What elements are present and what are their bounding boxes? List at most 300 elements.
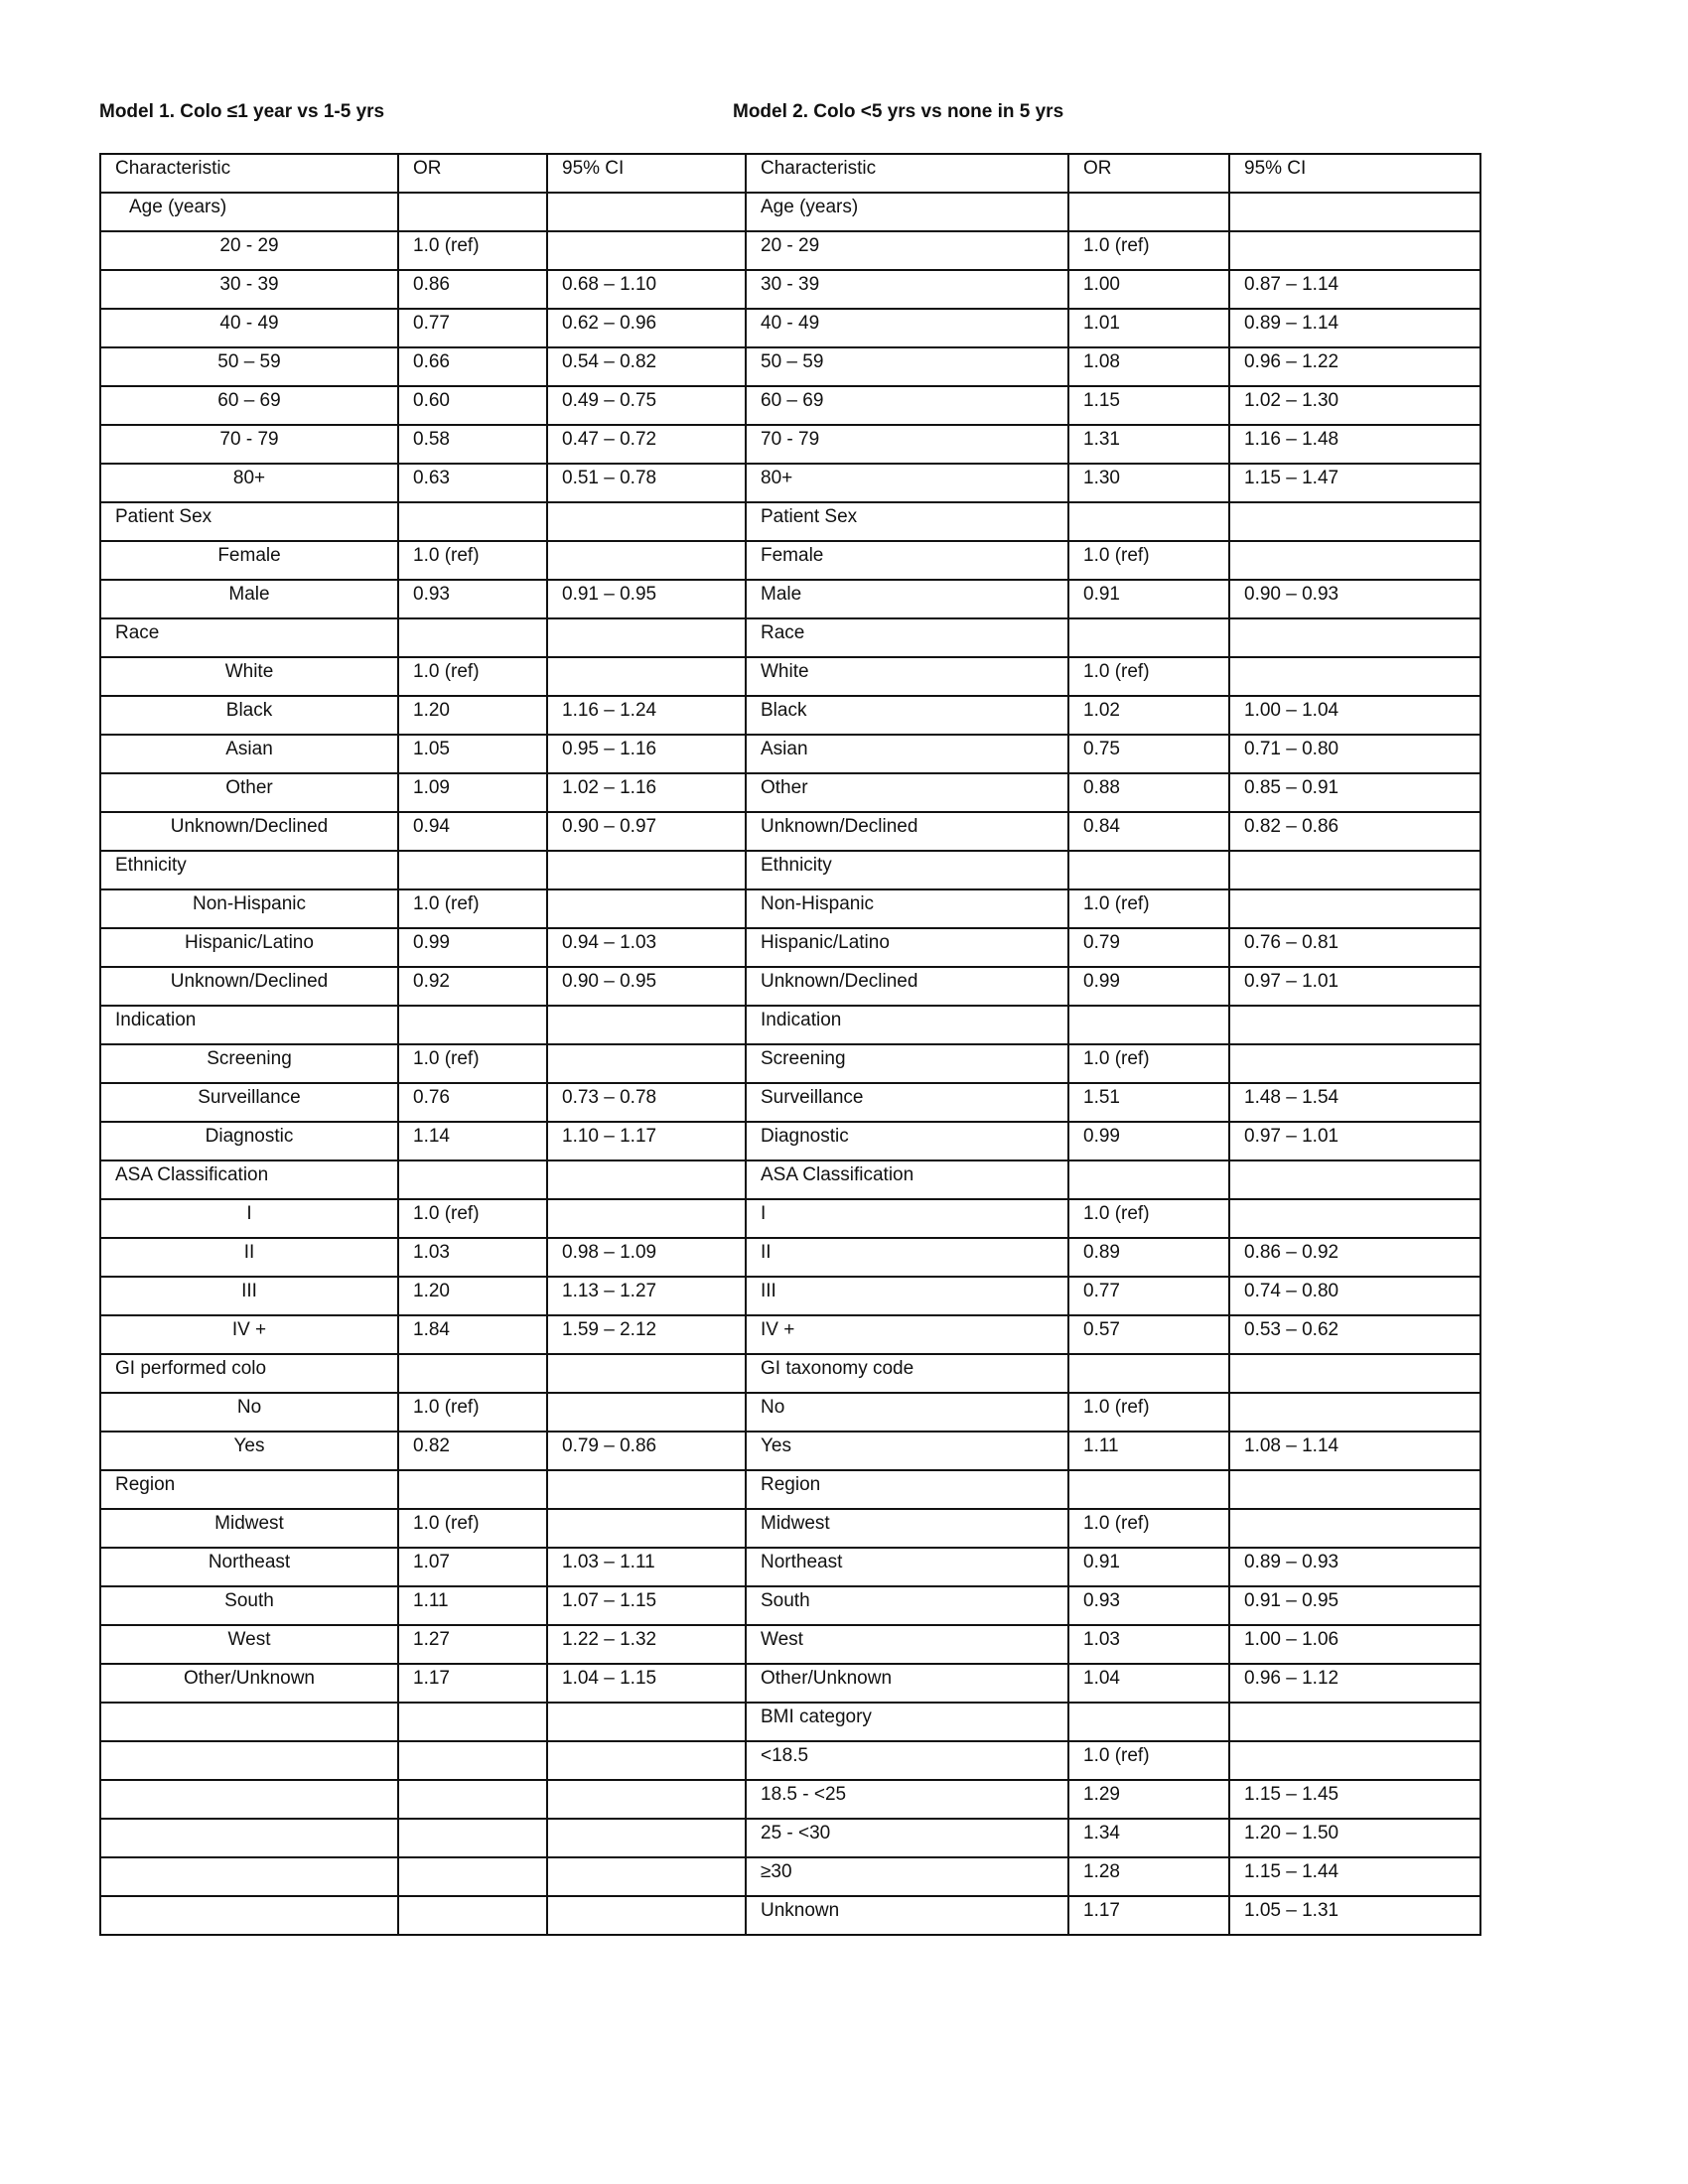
model2-ci-cell: 0.97 – 1.01	[1229, 1122, 1480, 1160]
model1-ci-cell	[547, 1857, 746, 1896]
model1-ci-cell: 0.73 – 0.78	[547, 1083, 746, 1122]
model1-or-cell: 0.77	[398, 309, 547, 347]
model2-characteristic-cell: Other/Unknown	[746, 1664, 1068, 1703]
model2-characteristic-cell: 25 - <30	[746, 1819, 1068, 1857]
model1-or-cell	[398, 1470, 547, 1509]
model2-or-cell	[1068, 1703, 1229, 1741]
model2-characteristic-cell: II	[746, 1238, 1068, 1277]
model1-ci-cell: 0.94 – 1.03	[547, 928, 746, 967]
model1-characteristic-cell: Midwest	[100, 1509, 398, 1548]
table-row	[100, 1044, 1480, 1083]
model2-or-cell	[1068, 1354, 1229, 1393]
model1-characteristic-cell: 80+	[100, 464, 398, 502]
model2-characteristic-cell: Asian	[746, 735, 1068, 773]
model1-or-cell: 0.66	[398, 347, 547, 386]
model2-ci-cell: 1.00 – 1.06	[1229, 1625, 1480, 1664]
model1-or-cell: 1.0 (ref)	[398, 1199, 547, 1238]
model2-characteristic-cell: 50 – 59	[746, 347, 1068, 386]
model1-characteristic-cell: Yes	[100, 1432, 398, 1470]
model2-ci-cell: 0.90 – 0.93	[1229, 580, 1480, 618]
model2-characteristic-cell: Other	[746, 773, 1068, 812]
model1-characteristic-cell: 70 - 79	[100, 425, 398, 464]
model2-or-cell: 0.99	[1068, 967, 1229, 1006]
model1-ci-cell: 0.95 – 1.16	[547, 735, 746, 773]
model1-characteristic-cell: Non-Hispanic	[100, 889, 398, 928]
model1-ci-cell: 0.90 – 0.95	[547, 967, 746, 1006]
model1-or-cell	[398, 1006, 547, 1044]
model1-characteristic-cell: West	[100, 1625, 398, 1664]
table-row	[100, 1896, 1480, 1935]
model2-or-cell: 1.34	[1068, 1819, 1229, 1857]
model1-characteristic-cell: Hispanic/Latino	[100, 928, 398, 967]
model1-or-cell: 0.82	[398, 1432, 547, 1470]
model2-or-cell: 0.88	[1068, 773, 1229, 812]
model1-or-cell	[398, 1819, 547, 1857]
model1-ci-cell: 1.03 – 1.11	[547, 1548, 746, 1586]
model2-characteristic-cell: GI taxonomy code	[746, 1354, 1068, 1393]
model2-or-cell: 0.75	[1068, 735, 1229, 773]
model2-ci-cell: 0.86 – 0.92	[1229, 1238, 1480, 1277]
table-row	[100, 502, 1480, 541]
model2-characteristic-cell: Unknown/Declined	[746, 967, 1068, 1006]
table-row	[100, 967, 1480, 1006]
table-row	[100, 1509, 1480, 1548]
model1-header-or: OR	[398, 154, 547, 193]
table-row	[100, 1354, 1480, 1393]
model2-ci-cell	[1229, 1160, 1480, 1199]
model2-or-cell: 1.30	[1068, 464, 1229, 502]
model1-ci-cell	[547, 851, 746, 889]
model2-ci-cell	[1229, 1393, 1480, 1432]
model1-or-cell: 0.60	[398, 386, 547, 425]
table-row	[100, 1586, 1480, 1625]
model2-or-cell: 1.31	[1068, 425, 1229, 464]
model2-or-cell: 0.99	[1068, 1122, 1229, 1160]
model2-or-cell	[1068, 193, 1229, 231]
model1-or-cell	[398, 618, 547, 657]
model2-ci-cell: 1.20 – 1.50	[1229, 1819, 1480, 1857]
model1-ci-cell	[547, 1393, 746, 1432]
model1-characteristic-cell: Surveillance	[100, 1083, 398, 1122]
model2-characteristic-cell: West	[746, 1625, 1068, 1664]
model1-or-cell: 0.93	[398, 580, 547, 618]
model1-ci-cell: 0.91 – 0.95	[547, 580, 746, 618]
model1-characteristic-cell: I	[100, 1199, 398, 1238]
table-row	[100, 1703, 1480, 1741]
model2-or-cell: 0.79	[1068, 928, 1229, 967]
model1-characteristic-cell: Asian	[100, 735, 398, 773]
model2-ci-cell	[1229, 1354, 1480, 1393]
model1-or-cell	[398, 502, 547, 541]
model2-ci-cell	[1229, 1199, 1480, 1238]
model2-ci-cell: 0.96 – 1.22	[1229, 347, 1480, 386]
model1-characteristic-cell: 60 – 69	[100, 386, 398, 425]
model2-ci-cell: 0.96 – 1.12	[1229, 1664, 1480, 1703]
model1-title: Model 1. Colo ≤1 year vs 1-5 yrs	[99, 101, 385, 122]
model2-characteristic-cell: 60 – 69	[746, 386, 1068, 425]
model2-or-cell: 1.17	[1068, 1896, 1229, 1935]
model1-ci-cell: 0.49 – 0.75	[547, 386, 746, 425]
model1-ci-cell	[547, 889, 746, 928]
model2-header-characteristic: Characteristic	[746, 154, 1068, 193]
model2-or-cell: 1.0 (ref)	[1068, 231, 1229, 270]
model1-or-cell	[398, 1703, 547, 1741]
model2-characteristic-cell: Unknown	[746, 1896, 1068, 1935]
table-row	[100, 773, 1480, 812]
model1-ci-cell: 1.04 – 1.15	[547, 1664, 746, 1703]
model2-title: Model 2. Colo <5 yrs vs none in 5 yrs	[733, 101, 1064, 122]
model1-or-cell: 1.09	[398, 773, 547, 812]
model1-ci-cell: 1.59 – 2.12	[547, 1315, 746, 1354]
model1-ci-cell: 0.47 – 0.72	[547, 425, 746, 464]
model2-or-cell	[1068, 1470, 1229, 1509]
table-row	[100, 541, 1480, 580]
table-row	[100, 1006, 1480, 1044]
model2-or-cell: 1.0 (ref)	[1068, 541, 1229, 580]
table-row	[100, 851, 1480, 889]
model2-or-cell: 0.91	[1068, 580, 1229, 618]
model1-characteristic-cell	[100, 1857, 398, 1896]
model2-ci-cell	[1229, 1470, 1480, 1509]
model1-ci-cell	[547, 1509, 746, 1548]
model2-header-ci: 95% CI	[1229, 154, 1480, 193]
model1-characteristic-cell: Northeast	[100, 1548, 398, 1586]
model1-characteristic-cell: GI performed colo	[100, 1354, 398, 1393]
table-row	[100, 1122, 1480, 1160]
model1-characteristic-cell: Other/Unknown	[100, 1664, 398, 1703]
model2-or-cell: 0.89	[1068, 1238, 1229, 1277]
table-row	[100, 1470, 1480, 1509]
model1-characteristic-cell: 30 - 39	[100, 270, 398, 309]
model2-characteristic-cell: Race	[746, 618, 1068, 657]
model2-ci-cell: 1.05 – 1.31	[1229, 1896, 1480, 1935]
model2-or-cell: 1.11	[1068, 1432, 1229, 1470]
model1-ci-cell	[547, 657, 746, 696]
model2-or-cell: 1.00	[1068, 270, 1229, 309]
model1-or-cell: 0.94	[398, 812, 547, 851]
model2-ci-cell: 1.02 – 1.30	[1229, 386, 1480, 425]
model1-or-cell: 1.14	[398, 1122, 547, 1160]
model2-characteristic-cell: White	[746, 657, 1068, 696]
model1-ci-cell: 1.02 – 1.16	[547, 773, 746, 812]
model2-characteristic-cell: <18.5	[746, 1741, 1068, 1780]
model2-ci-cell	[1229, 1006, 1480, 1044]
model1-ci-cell: 0.51 – 0.78	[547, 464, 746, 502]
model2-or-cell: 0.84	[1068, 812, 1229, 851]
model1-characteristic-cell: Race	[100, 618, 398, 657]
model1-or-cell: 1.20	[398, 1277, 547, 1315]
model2-or-cell: 1.04	[1068, 1664, 1229, 1703]
model1-ci-cell	[547, 1006, 746, 1044]
model1-characteristic-cell: 20 - 29	[100, 231, 398, 270]
table-row	[100, 812, 1480, 851]
model1-ci-cell	[547, 541, 746, 580]
model1-ci-cell	[547, 502, 746, 541]
table-row	[100, 1277, 1480, 1315]
model1-ci-cell	[547, 193, 746, 231]
model2-characteristic-cell: III	[746, 1277, 1068, 1315]
model1-ci-cell: 1.22 – 1.32	[547, 1625, 746, 1664]
model1-ci-cell	[547, 1160, 746, 1199]
model1-or-cell	[398, 1741, 547, 1780]
model2-characteristic-cell: IV +	[746, 1315, 1068, 1354]
model1-or-cell: 1.27	[398, 1625, 547, 1664]
model1-characteristic-cell	[100, 1819, 398, 1857]
model2-characteristic-cell: Non-Hispanic	[746, 889, 1068, 928]
model1-or-cell	[398, 1780, 547, 1819]
model2-or-cell: 0.93	[1068, 1586, 1229, 1625]
model2-characteristic-cell: Patient Sex	[746, 502, 1068, 541]
model1-characteristic-cell: Indication	[100, 1006, 398, 1044]
table-row	[100, 347, 1480, 386]
model1-characteristic-cell: 50 – 59	[100, 347, 398, 386]
model2-header-or: OR	[1068, 154, 1229, 193]
model1-or-cell	[398, 851, 547, 889]
table-row	[100, 464, 1480, 502]
model1-or-cell	[398, 193, 547, 231]
table-row	[100, 425, 1480, 464]
model1-characteristic-cell: No	[100, 1393, 398, 1432]
model2-characteristic-cell: 80+	[746, 464, 1068, 502]
table-row	[100, 386, 1480, 425]
model2-characteristic-cell: Unknown/Declined	[746, 812, 1068, 851]
table-row	[100, 309, 1480, 347]
model2-characteristic-cell: Midwest	[746, 1509, 1068, 1548]
model2-characteristic-cell: ≥30	[746, 1857, 1068, 1896]
model1-or-cell	[398, 1354, 547, 1393]
model2-ci-cell	[1229, 889, 1480, 928]
model1-or-cell: 1.17	[398, 1664, 547, 1703]
model2-characteristic-cell: Hispanic/Latino	[746, 928, 1068, 967]
model1-ci-cell: 0.98 – 1.09	[547, 1238, 746, 1277]
model2-or-cell: 0.77	[1068, 1277, 1229, 1315]
model2-characteristic-cell: Region	[746, 1470, 1068, 1509]
model2-characteristic-cell: Diagnostic	[746, 1122, 1068, 1160]
table-row	[100, 1315, 1480, 1354]
model1-ci-cell	[547, 1780, 746, 1819]
model1-or-cell: 1.0 (ref)	[398, 231, 547, 270]
model2-characteristic-cell: 30 - 39	[746, 270, 1068, 309]
model1-ci-cell	[547, 1741, 746, 1780]
model2-ci-cell: 0.89 – 1.14	[1229, 309, 1480, 347]
model1-ci-cell	[547, 618, 746, 657]
table-row	[100, 1625, 1480, 1664]
model1-header-characteristic: Characteristic	[100, 154, 398, 193]
model2-or-cell: 1.0 (ref)	[1068, 1393, 1229, 1432]
model1-or-cell: 1.11	[398, 1586, 547, 1625]
model2-or-cell: 1.03	[1068, 1625, 1229, 1664]
model1-or-cell	[398, 1896, 547, 1935]
model2-characteristic-cell: 40 - 49	[746, 309, 1068, 347]
table-row	[100, 696, 1480, 735]
model1-characteristic-cell: ASA Classification	[100, 1160, 398, 1199]
model2-ci-cell	[1229, 618, 1480, 657]
model1-or-cell: 1.0 (ref)	[398, 1044, 547, 1083]
model2-ci-cell	[1229, 541, 1480, 580]
model1-characteristic-cell: Screening	[100, 1044, 398, 1083]
model2-characteristic-cell: 18.5 - <25	[746, 1780, 1068, 1819]
model2-characteristic-cell: South	[746, 1586, 1068, 1625]
model2-ci-cell	[1229, 1509, 1480, 1548]
model1-characteristic-cell	[100, 1780, 398, 1819]
model2-or-cell	[1068, 851, 1229, 889]
model2-or-cell	[1068, 1160, 1229, 1199]
model1-or-cell: 1.03	[398, 1238, 547, 1277]
model2-ci-cell: 0.87 – 1.14	[1229, 270, 1480, 309]
model1-or-cell: 1.0 (ref)	[398, 1393, 547, 1432]
model1-ci-cell	[547, 1703, 746, 1741]
model2-ci-cell: 0.91 – 0.95	[1229, 1586, 1480, 1625]
model1-ci-cell	[547, 231, 746, 270]
model1-ci-cell: 0.79 – 0.86	[547, 1432, 746, 1470]
model1-or-cell: 0.86	[398, 270, 547, 309]
model2-ci-cell: 0.74 – 0.80	[1229, 1277, 1480, 1315]
model1-ci-cell	[547, 1819, 746, 1857]
model1-ci-cell: 1.10 – 1.17	[547, 1122, 746, 1160]
model1-ci-cell	[547, 1470, 746, 1509]
model2-or-cell: 1.0 (ref)	[1068, 1509, 1229, 1548]
model1-characteristic-cell: Patient Sex	[100, 502, 398, 541]
model2-ci-cell	[1229, 231, 1480, 270]
model1-characteristic-cell: Ethnicity	[100, 851, 398, 889]
model2-or-cell: 1.01	[1068, 309, 1229, 347]
table-row	[100, 657, 1480, 696]
table-header-row	[100, 154, 1480, 193]
model2-ci-cell: 0.82 – 0.86	[1229, 812, 1480, 851]
table-row	[100, 1741, 1480, 1780]
table-row	[100, 193, 1480, 231]
model2-characteristic-cell: No	[746, 1393, 1068, 1432]
model1-or-cell: 1.0 (ref)	[398, 541, 547, 580]
table-row	[100, 928, 1480, 967]
model1-or-cell	[398, 1857, 547, 1896]
model1-or-cell: 1.0 (ref)	[398, 889, 547, 928]
model1-ci-cell	[547, 1354, 746, 1393]
model1-ci-cell	[547, 1044, 746, 1083]
table-row	[100, 889, 1480, 928]
model1-header-ci: 95% CI	[547, 154, 746, 193]
model2-or-cell: 1.0 (ref)	[1068, 1199, 1229, 1238]
model2-ci-cell	[1229, 193, 1480, 231]
model2-or-cell: 1.0 (ref)	[1068, 1741, 1229, 1780]
model1-characteristic-cell: White	[100, 657, 398, 696]
model2-characteristic-cell: Age (years)	[746, 193, 1068, 231]
model2-ci-cell: 1.15 – 1.45	[1229, 1780, 1480, 1819]
table-row	[100, 1393, 1480, 1432]
model2-ci-cell	[1229, 502, 1480, 541]
model1-characteristic-cell: Unknown/Declined	[100, 967, 398, 1006]
model2-or-cell: 1.15	[1068, 386, 1229, 425]
model2-characteristic-cell: I	[746, 1199, 1068, 1238]
model1-ci-cell: 1.16 – 1.24	[547, 696, 746, 735]
table-row	[100, 1819, 1480, 1857]
model2-characteristic-cell: Black	[746, 696, 1068, 735]
model1-characteristic-cell: IV +	[100, 1315, 398, 1354]
model2-or-cell: 1.0 (ref)	[1068, 889, 1229, 928]
table-row	[100, 735, 1480, 773]
model1-characteristic-cell	[100, 1896, 398, 1935]
results-table	[99, 153, 1481, 1936]
model1-or-cell: 1.84	[398, 1315, 547, 1354]
table-row	[100, 1780, 1480, 1819]
model2-ci-cell: 1.08 – 1.14	[1229, 1432, 1480, 1470]
model1-ci-cell: 0.62 – 0.96	[547, 309, 746, 347]
table-row	[100, 270, 1480, 309]
model1-characteristic-cell: III	[100, 1277, 398, 1315]
model1-ci-cell: 0.54 – 0.82	[547, 347, 746, 386]
model1-characteristic-cell: Female	[100, 541, 398, 580]
model1-or-cell: 0.76	[398, 1083, 547, 1122]
model2-or-cell	[1068, 502, 1229, 541]
model2-ci-cell: 0.89 – 0.93	[1229, 1548, 1480, 1586]
model1-ci-cell: 0.68 – 1.10	[547, 270, 746, 309]
model2-characteristic-cell: 70 - 79	[746, 425, 1068, 464]
model1-characteristic-cell: South	[100, 1586, 398, 1625]
model1-characteristic-cell: Age (years)	[100, 193, 398, 231]
model2-or-cell	[1068, 1006, 1229, 1044]
model2-or-cell: 1.0 (ref)	[1068, 1044, 1229, 1083]
table-row	[100, 618, 1480, 657]
model2-characteristic-cell: Ethnicity	[746, 851, 1068, 889]
model1-ci-cell	[547, 1896, 746, 1935]
model2-ci-cell	[1229, 1044, 1480, 1083]
model1-or-cell	[398, 1160, 547, 1199]
model2-characteristic-cell: Surveillance	[746, 1083, 1068, 1122]
model2-or-cell: 0.91	[1068, 1548, 1229, 1586]
model1-ci-cell: 1.07 – 1.15	[547, 1586, 746, 1625]
model1-characteristic-cell: Region	[100, 1470, 398, 1509]
model1-characteristic-cell: Diagnostic	[100, 1122, 398, 1160]
model2-ci-cell: 1.48 – 1.54	[1229, 1083, 1480, 1122]
model1-characteristic-cell: Unknown/Declined	[100, 812, 398, 851]
model2-ci-cell: 1.00 – 1.04	[1229, 696, 1480, 735]
model2-ci-cell	[1229, 1741, 1480, 1780]
model1-or-cell: 1.0 (ref)	[398, 1509, 547, 1548]
model1-or-cell: 0.92	[398, 967, 547, 1006]
model1-or-cell: 1.05	[398, 735, 547, 773]
model1-characteristic-cell	[100, 1741, 398, 1780]
table-row	[100, 1857, 1480, 1896]
model1-or-cell: 0.58	[398, 425, 547, 464]
table-row	[100, 580, 1480, 618]
table-row	[100, 1199, 1480, 1238]
model1-ci-cell: 0.90 – 0.97	[547, 812, 746, 851]
model1-or-cell: 1.07	[398, 1548, 547, 1586]
table-row	[100, 231, 1480, 270]
model2-characteristic-cell: Yes	[746, 1432, 1068, 1470]
model2-ci-cell	[1229, 1703, 1480, 1741]
model2-or-cell: 1.08	[1068, 347, 1229, 386]
model2-or-cell: 1.28	[1068, 1857, 1229, 1896]
model1-characteristic-cell: 40 - 49	[100, 309, 398, 347]
model1-ci-cell: 1.13 – 1.27	[547, 1277, 746, 1315]
model2-or-cell: 1.02	[1068, 696, 1229, 735]
model1-characteristic-cell: Male	[100, 580, 398, 618]
model2-characteristic-cell: Male	[746, 580, 1068, 618]
model2-characteristic-cell: Screening	[746, 1044, 1068, 1083]
model2-or-cell	[1068, 618, 1229, 657]
model1-characteristic-cell: Other	[100, 773, 398, 812]
model2-ci-cell	[1229, 851, 1480, 889]
table-row	[100, 1664, 1480, 1703]
model2-ci-cell: 0.53 – 0.62	[1229, 1315, 1480, 1354]
model1-characteristic-cell: II	[100, 1238, 398, 1277]
table-row	[100, 1432, 1480, 1470]
model1-or-cell: 1.0 (ref)	[398, 657, 547, 696]
model2-characteristic-cell: Female	[746, 541, 1068, 580]
model2-or-cell: 1.51	[1068, 1083, 1229, 1122]
model1-or-cell: 1.20	[398, 696, 547, 735]
